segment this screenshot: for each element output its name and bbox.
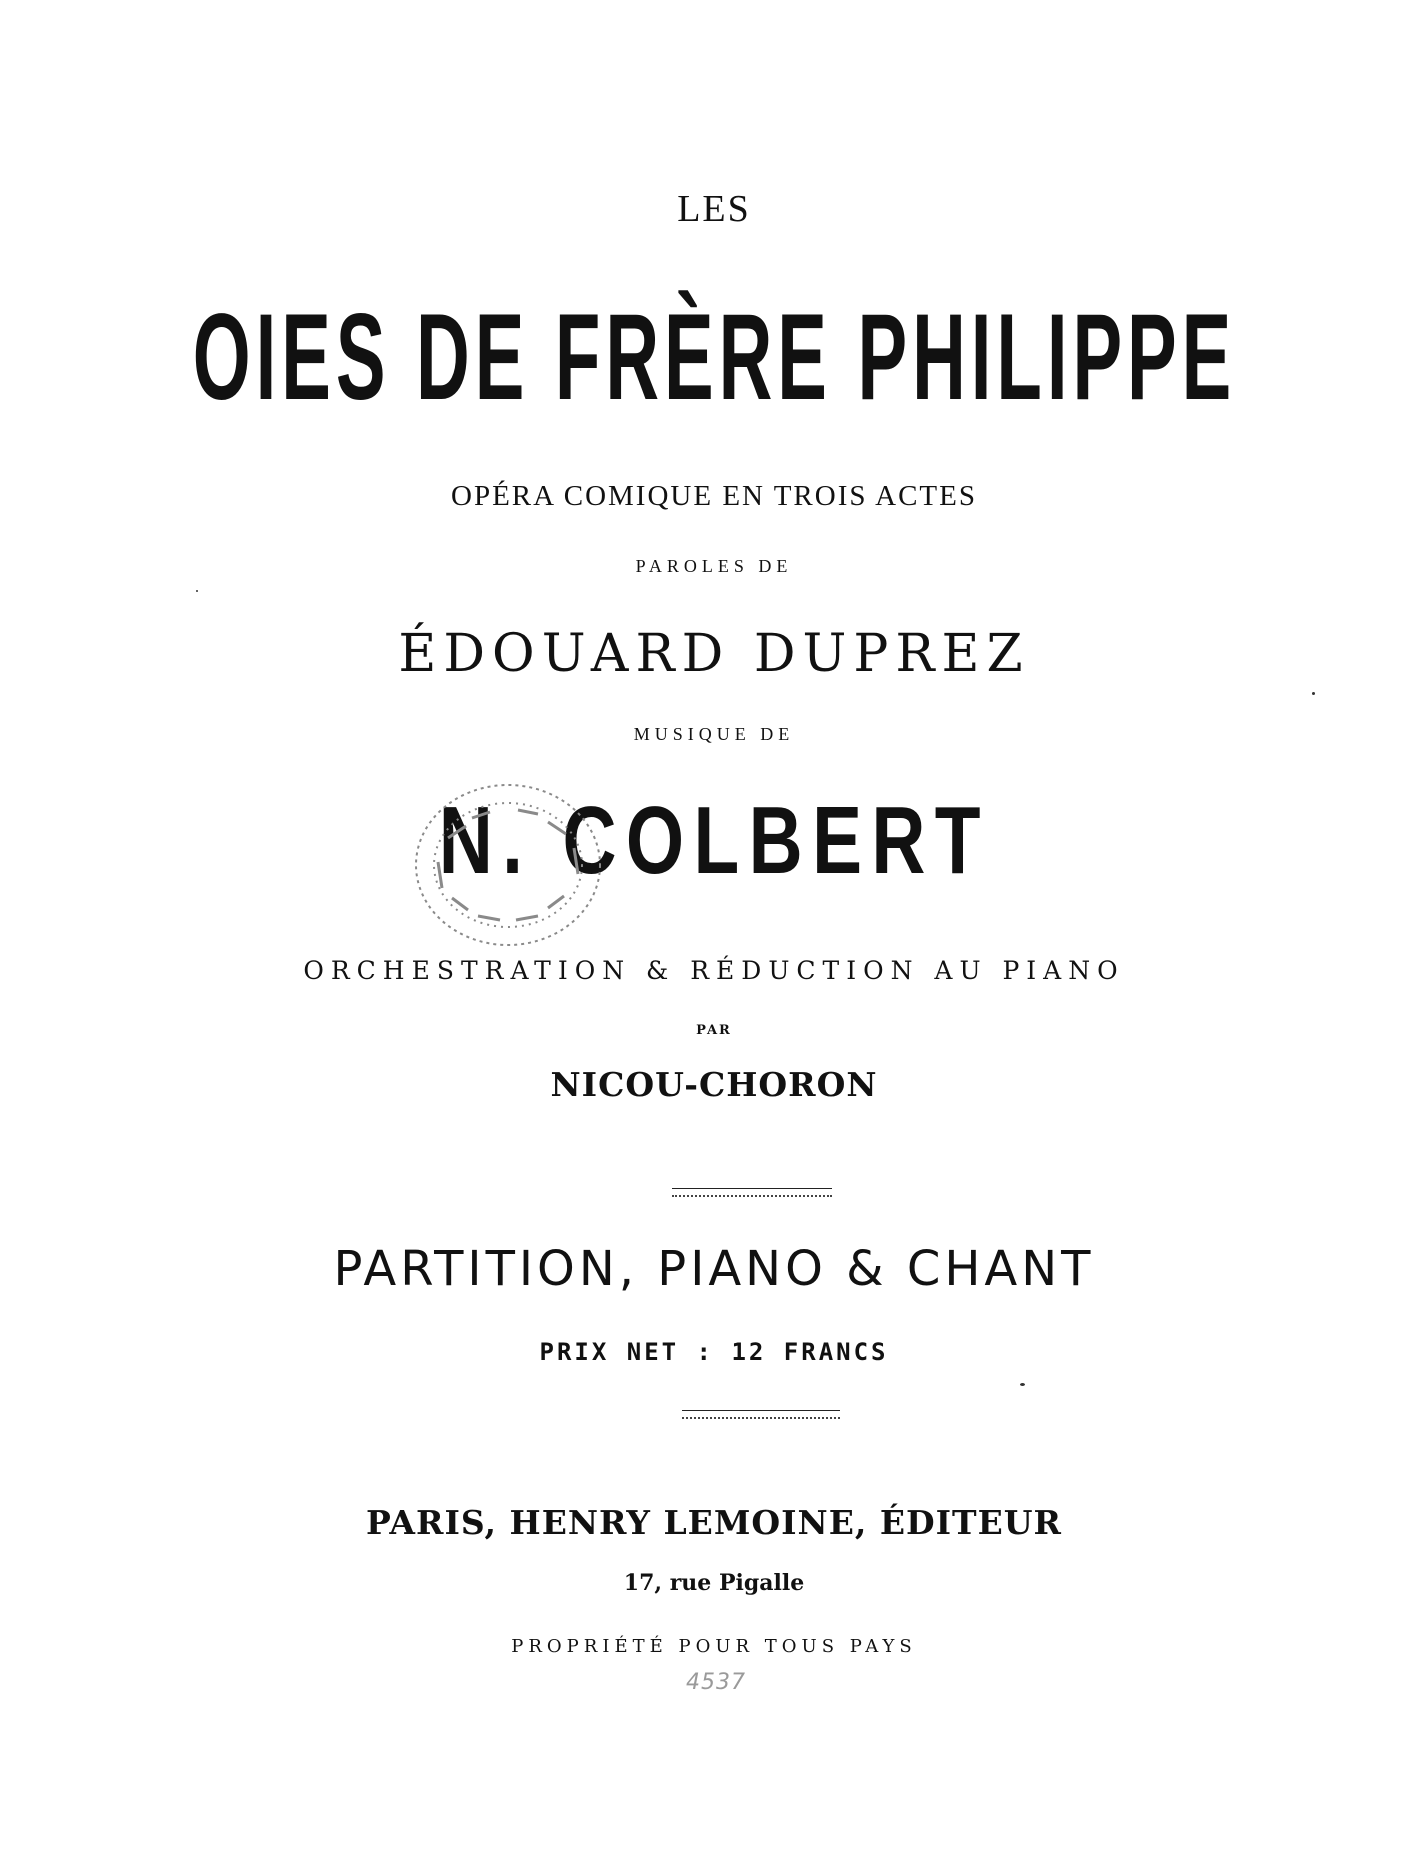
ornamental-rule-icon	[682, 1410, 840, 1419]
publisher: PARIS, HENRY LEMOINE, ÉDITEUR	[366, 1503, 1062, 1542]
lyrics-label: PAROLES DE	[635, 556, 793, 576]
score-type: PARTITION, PIANO & CHANT	[333, 1241, 1095, 1297]
rights-notice: PROPRIÉTÉ POUR TOUS PAYS	[511, 1636, 917, 1657]
arranger-name: NICOU-CHORON	[550, 1065, 878, 1104]
work-subtitle: OPÉRA COMIQUE EN TROIS ACTES	[451, 480, 977, 512]
music-label: MUSIQUE DE	[633, 724, 795, 744]
by-label: PAR	[696, 1023, 732, 1038]
ink-speck	[1020, 1383, 1025, 1386]
ink-speck	[196, 590, 198, 592]
library-stamp-icon	[408, 778, 608, 952]
title-article: LES	[677, 188, 751, 230]
main-title	[0, 282, 1428, 432]
composer	[0, 786, 1428, 896]
price: PRIX NET : 12 FRANCS	[539, 1338, 889, 1366]
librettist-name: ÉDOUARD DUPREZ	[398, 624, 1030, 684]
orchestration-credit: ORCHESTRATION & RÉDUCTION AU PIANO	[303, 956, 1125, 985]
ornamental-rule-icon	[672, 1188, 832, 1197]
ink-speck	[1312, 692, 1315, 695]
shelfmark: 4537	[686, 1670, 746, 1695]
publisher-address: 17, rue Pigalle	[623, 1570, 805, 1596]
composer-name: N. COLBERT	[438, 787, 990, 894]
main-title-text: OIES DE FRÈRE PHILIPPE	[192, 288, 1236, 426]
